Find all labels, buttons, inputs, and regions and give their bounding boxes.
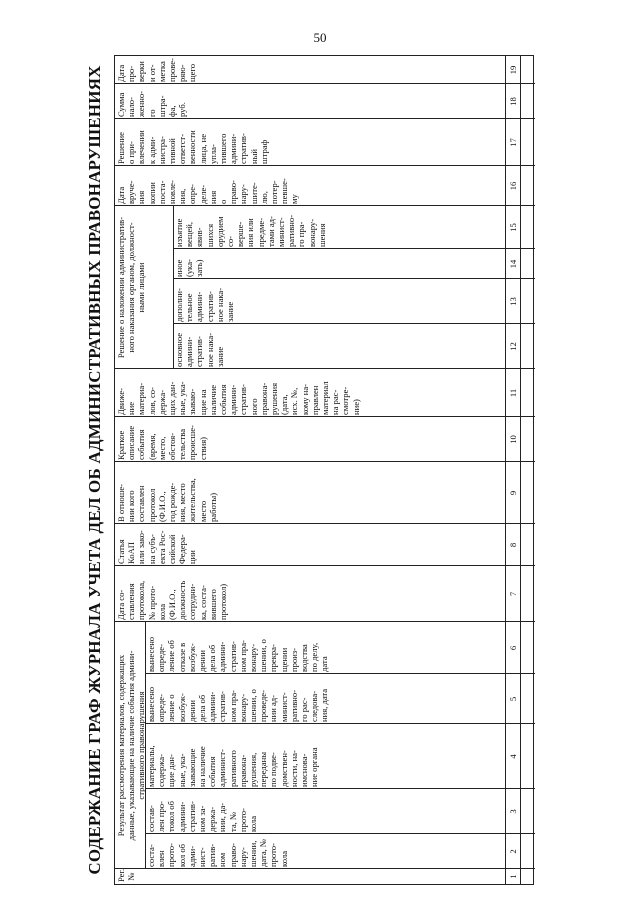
header-col-11: Движе- ние материа- лов, со- держа- щих дан- ные, ука- зываю- щие на наличие события админи- стратив- ного правона- рушения (дата, исх. №, кому на- правлен материал на рас- смотре- ние) <box>116 381 361 415</box>
column-number: 12 <box>508 342 518 351</box>
header-col-17: Решение о при- влечении к адми- нистра- тивной ответст- венности лица, не упла- тившего админи- стратив- ный штраф <box>116 130 269 164</box>
header-col-19: Дата про- верки и от- метка прове- ряю- щего <box>116 58 198 82</box>
column-number: 3 <box>508 809 518 814</box>
header-col-12: основное админи- стратив- ное нака- зание <box>174 332 225 367</box>
column-number: 10 <box>508 435 518 444</box>
column-number: 14 <box>508 259 518 269</box>
table-title: СОДЕРЖАНИЕ ГРАФ ЖУРНАЛА УЧЕТА ДЕЛ ОБ АДМИНИСТРАТИВНЫХ ПРАВОНАРУШЕНИЯХ <box>85 65 104 875</box>
column-number: 7 <box>508 591 518 597</box>
header-col-8: Статья КоАП или зако- на субъ- екта Рос- сийской Федера- ции <box>116 530 198 564</box>
header-col-18: Сумма нало- женно- го штра- фа, руб. <box>116 91 188 117</box>
journal-columns-table <box>114 55 534 885</box>
header-col-16: Дата вруче- ния копии поста- новле- ния, опре- деле- ния о право- нару- шите- лю, потер- певше- му <box>116 178 300 204</box>
header-col-3: состав- лен про- токол об админи- стратив- ном за- держа- нии, да- та, № прото- кола <box>146 801 259 832</box>
header-col-5: вынесено опреде- ление о возбуж- дении дела об админи- стратив- ном пра- вонару- шении, о проведе- нии ад- минист- ративно- го рас- следова- ния, дата <box>146 686 330 722</box>
header-col-2: соста- влен прото- кол об адми- нист- ратив- ном право- нару- шении, дата, № прото- кола <box>146 838 289 867</box>
column-number: 6 <box>508 645 518 651</box>
column-number: 17 <box>508 138 518 147</box>
header-result-group: Результат рассмотрения материалов, содержащих данные, указывающие на наличие события админи- стративного правонарушения <box>116 650 147 841</box>
column-number: 9 <box>508 490 518 496</box>
column-number: 11 <box>508 388 518 398</box>
page-number: 50 <box>313 30 327 45</box>
column-number: 16 <box>508 181 518 191</box>
column-number: 8 <box>508 542 518 548</box>
header-bottom-line <box>505 56 506 884</box>
column-number: 19 <box>508 65 518 75</box>
header-col-13: дополни- тельное админи- стратив- ное нака- зание <box>174 287 236 322</box>
column-number: 4 <box>508 754 518 759</box>
header-reg-number: Рег. № <box>116 868 137 882</box>
header-col-6: вынесено опреде- ление об отказе в возбуж- дении дела об админи- стратив- ном пра- вонару- шении, о прекра- щении произ- водства по делу, дата <box>146 636 330 672</box>
header-col-7: Дата со- ставления протокола, № прото- кола (Ф.И.О., должность сотрудни- ка, соста- вившего протокол) <box>116 580 229 620</box>
column-number: 1 <box>508 874 518 879</box>
header-col-4: материалы, содержа- щие дан- ные, ука- зывающие на наличие события админист- ративного правона- рушения, переданы по подве- домствен- ности, на- имснова- ние органа <box>146 745 320 787</box>
header-col-9: В отноше- нии кого составлен протокол (Ф.И.О., год рожде- ния, место жительства, место работы) <box>116 478 218 522</box>
column-number: 13 <box>508 297 518 306</box>
header-col-14: иное (ука- зать) <box>174 259 205 277</box>
number-row-line <box>520 56 521 884</box>
rotated-table-sheet <box>80 55 540 885</box>
column-number: 5 <box>508 696 518 702</box>
column-number: 18 <box>508 97 518 106</box>
column-number: 15 <box>508 223 518 232</box>
header-col-15: изъятие вещей, явив- шихся орудием со- верше- ния или предме- тами ад- минист- ративно- го пра- вонару- шения <box>174 214 327 247</box>
column-number: 2 <box>508 849 518 854</box>
header-col-10: Краткое описание события (время, место, обстоя- тельства происше- ствия) <box>116 425 208 460</box>
header-decision-group: Решение о наложении административ- ного наказания органом, должност- ными лицами <box>116 216 147 359</box>
